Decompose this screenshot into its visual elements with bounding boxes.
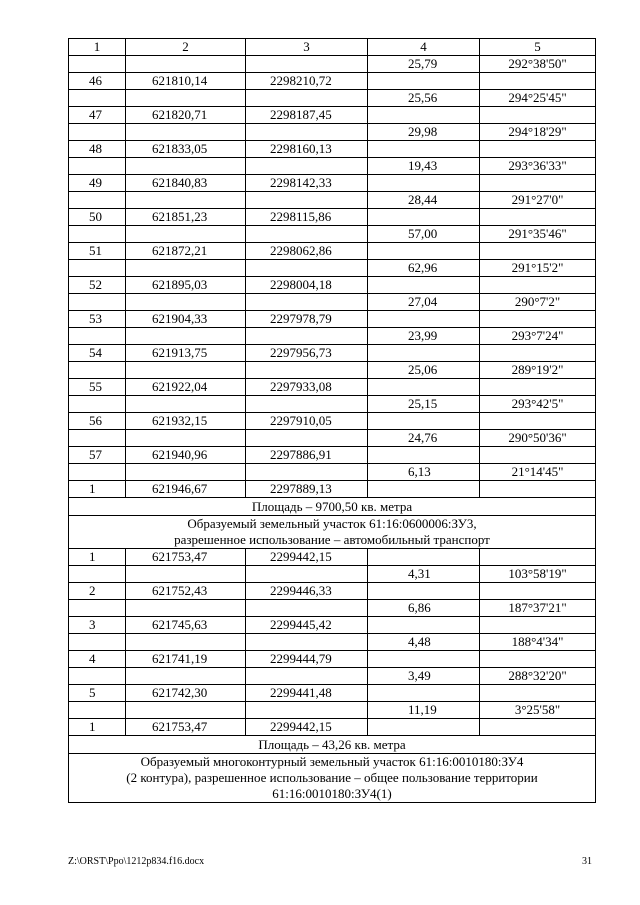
empty-cell (69, 56, 126, 73)
segment-length: 11,19 (368, 702, 480, 719)
point-row (69, 481, 596, 498)
point-number: 1 (69, 719, 126, 736)
segment-direction-angle: 3°25'58" (480, 702, 596, 719)
empty-cell (480, 141, 596, 158)
segment-direction-angle: 293°7'24" (480, 328, 596, 345)
coordinate-x: 621913,75 (126, 345, 246, 362)
empty-cell (69, 634, 126, 651)
segment-length: 29,98 (368, 124, 480, 141)
coordinate-x: 621752,43 (126, 583, 246, 600)
empty-cell (246, 566, 368, 583)
empty-cell (126, 396, 246, 413)
coordinates-table-body (69, 39, 596, 803)
segment-length: 27,04 (368, 294, 480, 311)
point-row (69, 413, 596, 430)
empty-cell (126, 90, 246, 107)
segment-row (69, 430, 596, 447)
coordinate-x: 621922,04 (126, 379, 246, 396)
footer-page-number: 31 (582, 856, 592, 867)
empty-cell (368, 209, 480, 226)
empty-cell (246, 124, 368, 141)
empty-cell (126, 260, 246, 277)
empty-cell (368, 549, 480, 566)
coordinate-y: 2298160,13 (246, 141, 368, 158)
point-row (69, 311, 596, 328)
empty-cell (246, 464, 368, 481)
section-title-row (69, 516, 596, 549)
point-number: 3 (69, 617, 126, 634)
coordinate-x: 621851,23 (126, 209, 246, 226)
empty-cell (126, 600, 246, 617)
empty-cell (246, 430, 368, 447)
empty-cell (69, 226, 126, 243)
coordinate-x: 621741,19 (126, 651, 246, 668)
segment-direction-angle: 21°14'45" (480, 464, 596, 481)
point-number: 52 (69, 277, 126, 294)
empty-cell (126, 294, 246, 311)
coordinate-x: 621742,30 (126, 685, 246, 702)
point-number: 46 (69, 73, 126, 90)
segment-direction-angle: 293°36'33" (480, 158, 596, 175)
coordinate-y: 2297910,05 (246, 413, 368, 430)
empty-cell (246, 634, 368, 651)
point-row (69, 209, 596, 226)
section-title (69, 754, 596, 803)
empty-cell (368, 141, 480, 158)
coordinate-x: 621840,83 (126, 175, 246, 192)
segment-row (69, 702, 596, 719)
empty-cell (368, 107, 480, 124)
empty-cell (246, 260, 368, 277)
point-row (69, 549, 596, 566)
coordinate-y: 2297978,79 (246, 311, 368, 328)
empty-cell (480, 243, 596, 260)
point-number: 49 (69, 175, 126, 192)
segment-length: 25,79 (368, 56, 480, 73)
segment-direction-angle: 291°35'46" (480, 226, 596, 243)
header-col-5: 5 (480, 39, 596, 56)
point-row (69, 141, 596, 158)
empty-cell (480, 549, 596, 566)
coordinate-y: 2299442,15 (246, 719, 368, 736)
segment-length: 4,48 (368, 634, 480, 651)
footer-file-path: Z:\ORST\Ppo\1212p834.f16.docx (68, 856, 205, 867)
coordinate-x: 621895,03 (126, 277, 246, 294)
empty-cell (69, 260, 126, 277)
empty-cell (246, 226, 368, 243)
point-number: 57 (69, 447, 126, 464)
segment-direction-angle: 290°7'2" (480, 294, 596, 311)
coordinate-y: 2298004,18 (246, 277, 368, 294)
area-row (69, 736, 596, 754)
point-row (69, 379, 596, 396)
header-col-2: 2 (126, 39, 246, 56)
point-number: 5 (69, 685, 126, 702)
empty-cell (246, 56, 368, 73)
coordinate-x: 621753,47 (126, 719, 246, 736)
point-number: 54 (69, 345, 126, 362)
point-number: 56 (69, 413, 126, 430)
segment-row (69, 158, 596, 175)
segment-length: 25,56 (368, 90, 480, 107)
coordinate-y: 2297886,91 (246, 447, 368, 464)
point-row (69, 277, 596, 294)
coordinate-x: 621833,05 (126, 141, 246, 158)
segment-row (69, 56, 596, 73)
point-row (69, 719, 596, 736)
empty-cell (368, 345, 480, 362)
empty-cell (368, 651, 480, 668)
segment-row (69, 634, 596, 651)
coordinate-y: 2299441,48 (246, 685, 368, 702)
segment-length: 19,43 (368, 158, 480, 175)
empty-cell (126, 634, 246, 651)
point-row (69, 583, 596, 600)
point-row (69, 617, 596, 634)
segment-length: 25,15 (368, 396, 480, 413)
empty-cell (126, 192, 246, 209)
segment-row (69, 600, 596, 617)
empty-cell (246, 702, 368, 719)
point-number: 51 (69, 243, 126, 260)
empty-cell (368, 243, 480, 260)
point-number: 48 (69, 141, 126, 158)
segment-row (69, 192, 596, 209)
segment-direction-angle: 294°18'29" (480, 124, 596, 141)
empty-cell (368, 617, 480, 634)
empty-cell (368, 311, 480, 328)
coordinate-x: 621810,14 (126, 73, 246, 90)
empty-cell (69, 464, 126, 481)
segment-row (69, 396, 596, 413)
segment-row (69, 294, 596, 311)
segment-row (69, 226, 596, 243)
point-number: 1 (69, 549, 126, 566)
point-row (69, 345, 596, 362)
empty-cell (69, 328, 126, 345)
empty-cell (368, 583, 480, 600)
empty-cell (69, 566, 126, 583)
segment-row (69, 124, 596, 141)
empty-cell (368, 175, 480, 192)
segment-length: 3,49 (368, 668, 480, 685)
empty-cell (480, 345, 596, 362)
coordinate-y: 2299442,15 (246, 549, 368, 566)
empty-cell (69, 362, 126, 379)
section-title-line: Образуемый многоконтурный земельный участок 61:16:0010180:ЗУ4 (140, 754, 524, 769)
empty-cell (480, 379, 596, 396)
empty-cell (368, 447, 480, 464)
empty-cell (368, 379, 480, 396)
coordinate-y: 2297889,13 (246, 481, 368, 498)
coordinate-x: 621946,67 (126, 481, 246, 498)
segment-row (69, 90, 596, 107)
point-number: 55 (69, 379, 126, 396)
segment-direction-angle: 292°38'50" (480, 56, 596, 73)
section-title-line: Образуемый земельный участок 61:16:0600006:ЗУ3, (187, 516, 477, 531)
coordinates-table (68, 38, 596, 803)
coordinate-x: 621940,96 (126, 447, 246, 464)
segment-row (69, 566, 596, 583)
empty-cell (246, 158, 368, 175)
empty-cell (480, 277, 596, 294)
point-row (69, 175, 596, 192)
empty-cell (126, 328, 246, 345)
coordinate-x: 621745,63 (126, 617, 246, 634)
empty-cell (368, 413, 480, 430)
header-col-1: 1 (69, 39, 126, 56)
segment-length: 25,06 (368, 362, 480, 379)
segment-length: 28,44 (368, 192, 480, 209)
empty-cell (69, 430, 126, 447)
empty-cell (69, 600, 126, 617)
empty-cell (480, 209, 596, 226)
segment-direction-angle: 103°58'19" (480, 566, 596, 583)
empty-cell (246, 362, 368, 379)
empty-cell (126, 566, 246, 583)
segment-direction-angle: 188°4'34" (480, 634, 596, 651)
point-number: 4 (69, 651, 126, 668)
coordinate-x: 621932,15 (126, 413, 246, 430)
section-title-line: разрешенное использование – автомобильный транспорт (174, 532, 490, 547)
segment-direction-angle: 290°50'36" (480, 430, 596, 447)
segment-length: 4,31 (368, 566, 480, 583)
empty-cell (246, 396, 368, 413)
empty-cell (246, 600, 368, 617)
segment-length: 24,76 (368, 430, 480, 447)
empty-cell (126, 158, 246, 175)
empty-cell (126, 56, 246, 73)
coordinate-y: 2297933,08 (246, 379, 368, 396)
segment-direction-angle: 291°27'0" (480, 192, 596, 209)
coordinate-y: 2297956,73 (246, 345, 368, 362)
area-text: Площадь – 43,26 кв. метра (69, 736, 596, 754)
empty-cell (480, 107, 596, 124)
empty-cell (480, 73, 596, 90)
segment-direction-angle: 291°15'2" (480, 260, 596, 277)
segment-length: 23,99 (368, 328, 480, 345)
point-number: 1 (69, 481, 126, 498)
empty-cell (126, 430, 246, 447)
point-row (69, 651, 596, 668)
section-title-line: 61:16:0010180:ЗУ4(1) (272, 786, 392, 801)
empty-cell (480, 413, 596, 430)
empty-cell (69, 158, 126, 175)
empty-cell (126, 124, 246, 141)
point-row (69, 73, 596, 90)
segment-direction-angle: 294°25'45" (480, 90, 596, 107)
point-row (69, 243, 596, 260)
empty-cell (368, 73, 480, 90)
segment-direction-angle: 288°32'20" (480, 668, 596, 685)
point-number: 47 (69, 107, 126, 124)
empty-cell (246, 668, 368, 685)
coordinate-y: 2299445,42 (246, 617, 368, 634)
segment-row (69, 328, 596, 345)
empty-cell (480, 175, 596, 192)
empty-cell (126, 702, 246, 719)
segment-row (69, 260, 596, 277)
point-number: 53 (69, 311, 126, 328)
empty-cell (480, 617, 596, 634)
segment-length: 6,13 (368, 464, 480, 481)
segment-length: 57,00 (368, 226, 480, 243)
header-col-3: 3 (246, 39, 368, 56)
empty-cell (69, 668, 126, 685)
empty-cell (126, 668, 246, 685)
coordinate-y: 2298187,45 (246, 107, 368, 124)
segment-length: 62,96 (368, 260, 480, 277)
empty-cell (368, 719, 480, 736)
empty-cell (480, 583, 596, 600)
empty-cell (480, 447, 596, 464)
empty-cell (480, 651, 596, 668)
coordinate-y: 2298142,33 (246, 175, 368, 192)
point-row (69, 107, 596, 124)
empty-cell (69, 124, 126, 141)
empty-cell (480, 685, 596, 702)
empty-cell (69, 702, 126, 719)
segment-direction-angle: 187°37'21" (480, 600, 596, 617)
segment-direction-angle: 289°19'2" (480, 362, 596, 379)
empty-cell (368, 277, 480, 294)
segment-row (69, 362, 596, 379)
coordinate-y: 2298210,72 (246, 73, 368, 90)
empty-cell (480, 481, 596, 498)
empty-cell (69, 294, 126, 311)
empty-cell (480, 719, 596, 736)
empty-cell (69, 396, 126, 413)
point-number: 2 (69, 583, 126, 600)
empty-cell (126, 464, 246, 481)
area-row (69, 498, 596, 516)
coordinate-x: 621872,21 (126, 243, 246, 260)
empty-cell (69, 192, 126, 209)
coordinate-y: 2299446,33 (246, 583, 368, 600)
empty-cell (246, 90, 368, 107)
coordinate-y: 2298115,86 (246, 209, 368, 226)
empty-cell (246, 328, 368, 345)
segment-row (69, 668, 596, 685)
empty-cell (126, 362, 246, 379)
segment-direction-angle: 293°42'5" (480, 396, 596, 413)
segment-length: 6,86 (368, 600, 480, 617)
empty-cell (480, 311, 596, 328)
coordinate-x: 621904,33 (126, 311, 246, 328)
table-header-row (69, 39, 596, 56)
empty-cell (126, 226, 246, 243)
empty-cell (246, 192, 368, 209)
coordinate-x: 621820,71 (126, 107, 246, 124)
header-col-4: 4 (368, 39, 480, 56)
coordinate-y: 2298062,86 (246, 243, 368, 260)
point-row (69, 685, 596, 702)
coordinates-table-container (68, 38, 595, 803)
empty-cell (69, 90, 126, 107)
segment-row (69, 464, 596, 481)
point-row (69, 447, 596, 464)
empty-cell (368, 481, 480, 498)
section-title (69, 516, 596, 549)
empty-cell (246, 294, 368, 311)
section-title-row (69, 754, 596, 803)
coordinate-y: 2299444,79 (246, 651, 368, 668)
coordinate-x: 621753,47 (126, 549, 246, 566)
area-text: Площадь – 9700,50 кв. метра (69, 498, 596, 516)
section-title-line: (2 контура), разрешенное использование – общее пользование территории (126, 770, 538, 785)
point-number: 50 (69, 209, 126, 226)
empty-cell (368, 685, 480, 702)
